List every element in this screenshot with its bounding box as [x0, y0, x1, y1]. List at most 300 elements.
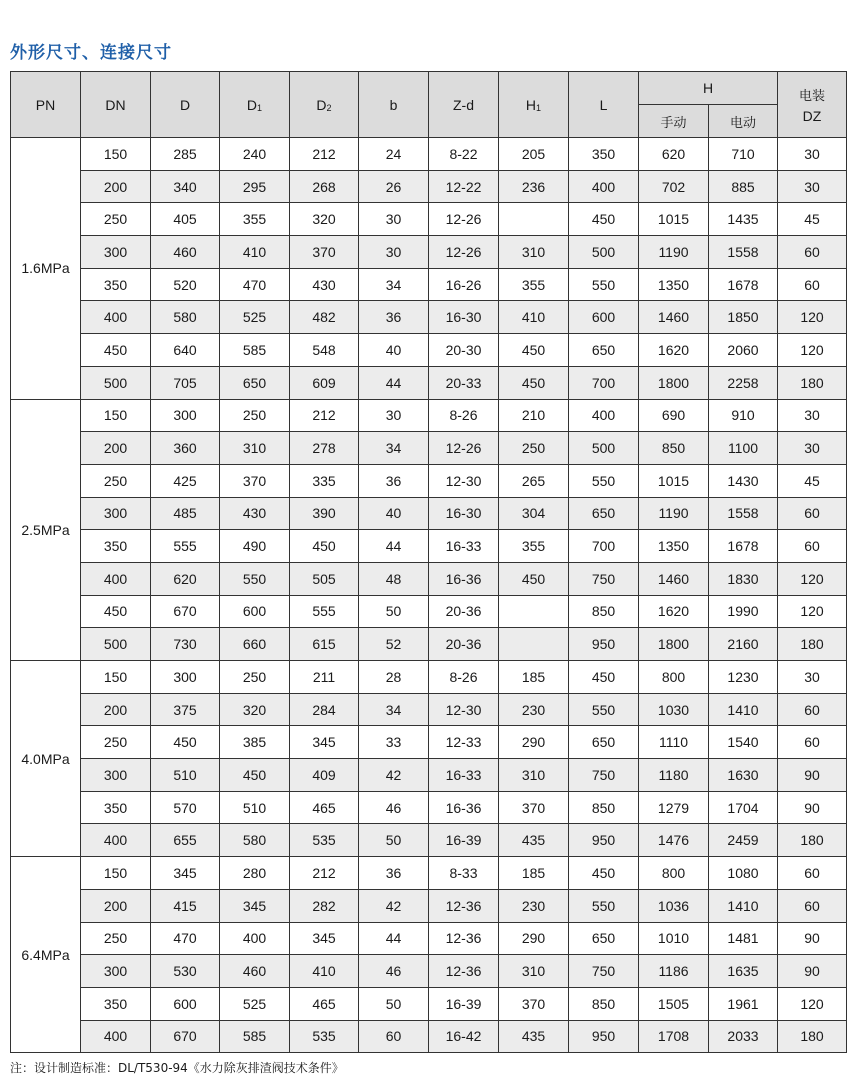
- cell-d: 570: [151, 791, 220, 824]
- cell-dz: 120: [778, 301, 847, 334]
- header-h1-main: H: [525, 96, 537, 113]
- cell-d: 470: [151, 922, 220, 955]
- cell-dz: 180: [778, 366, 847, 399]
- cell-dn: 200: [81, 432, 151, 465]
- cell-l: 650: [569, 497, 639, 530]
- cell-l: 650: [569, 922, 639, 955]
- cell-dz: 30: [778, 399, 847, 432]
- header-d2-main: D: [316, 96, 327, 113]
- cell-d2: 284: [290, 693, 359, 726]
- cell-d1: 250: [220, 661, 290, 694]
- cell-b: 34: [359, 693, 429, 726]
- header-d1: [220, 72, 290, 138]
- cell-l: 650: [569, 334, 639, 367]
- cell-z-d: 20-36: [429, 595, 499, 628]
- cell-h1: 230: [499, 693, 569, 726]
- cell-z-d: 12-22: [429, 170, 499, 203]
- cell-z-d: 12-33: [429, 726, 499, 759]
- cell-b: 50: [359, 987, 429, 1020]
- table-row: [11, 824, 847, 857]
- cell-z-d: 16-39: [429, 987, 499, 1020]
- cell-d2: 268: [290, 170, 359, 203]
- cell-d1: 345: [220, 889, 290, 922]
- cell-h-manual: 1030: [639, 693, 709, 726]
- cell-dz: 45: [778, 203, 847, 236]
- cell-h1: 450: [499, 334, 569, 367]
- cell-dn: 300: [81, 955, 151, 988]
- cell-h-electric: 1410: [709, 693, 778, 726]
- cell-d: 640: [151, 334, 220, 367]
- pn-cell: 4.0MPa: [11, 661, 81, 857]
- cell-h-electric: 1990: [709, 595, 778, 628]
- cell-dn: 400: [81, 301, 151, 334]
- cell-h1: 236: [499, 170, 569, 203]
- cell-dz: 45: [778, 464, 847, 497]
- cell-l: 750: [569, 759, 639, 792]
- table-row: [11, 922, 847, 955]
- cell-h-electric: 1678: [709, 268, 778, 301]
- header-dn: DN: [81, 72, 151, 138]
- cell-b: 48: [359, 562, 429, 595]
- cell-dz: 120: [778, 334, 847, 367]
- cell-h-manual: 1110: [639, 726, 709, 759]
- cell-dn: 350: [81, 268, 151, 301]
- table-row: [11, 889, 847, 922]
- cell-b: 60: [359, 1020, 429, 1053]
- cell-d: 345: [151, 857, 220, 890]
- cell-h-electric: 885: [709, 170, 778, 203]
- pn-cell: 2.5MPa: [11, 399, 81, 661]
- table-row: [11, 562, 847, 595]
- dimension-table: [10, 71, 847, 1053]
- cell-z-d: 16-39: [429, 824, 499, 857]
- cell-d: 580: [151, 301, 220, 334]
- cell-h-electric: 1850: [709, 301, 778, 334]
- cell-h-electric: 1830: [709, 562, 778, 595]
- cell-h-manual: 1036: [639, 889, 709, 922]
- cell-h-manual: 1190: [639, 497, 709, 530]
- cell-h1: [499, 628, 569, 661]
- cell-d2: 535: [290, 1020, 359, 1053]
- cell-d2: 505: [290, 562, 359, 595]
- cell-dz: 180: [778, 1020, 847, 1053]
- cell-d2: 345: [290, 922, 359, 955]
- cell-d2: 278: [290, 432, 359, 465]
- cell-z-d: 8-22: [429, 138, 499, 171]
- cell-d: 620: [151, 562, 220, 595]
- cell-z-d: 16-42: [429, 1020, 499, 1053]
- cell-z-d: 16-36: [429, 791, 499, 824]
- cell-h1: 185: [499, 661, 569, 694]
- cell-d: 340: [151, 170, 220, 203]
- cell-dz: 30: [778, 170, 847, 203]
- cell-d: 530: [151, 955, 220, 988]
- header-h-manual: 手动: [639, 105, 709, 138]
- cell-d2: 548: [290, 334, 359, 367]
- cell-d1: 295: [220, 170, 290, 203]
- cell-h-manual: 1010: [639, 922, 709, 955]
- cell-h1: 230: [499, 889, 569, 922]
- cell-b: 46: [359, 955, 429, 988]
- cell-l: 400: [569, 170, 639, 203]
- cell-d1: 450: [220, 759, 290, 792]
- table-row: [11, 399, 847, 432]
- header-b: b: [359, 72, 429, 138]
- cell-h-manual: 1015: [639, 464, 709, 497]
- cell-d: 510: [151, 759, 220, 792]
- cell-h-manual: 1190: [639, 236, 709, 269]
- cell-b: 33: [359, 726, 429, 759]
- cell-h1: 185: [499, 857, 569, 890]
- standard-note: 注：设计制造标准：DL/T530-94《水力除灰排渣阀技术条件》: [10, 1061, 344, 1075]
- cell-z-d: 12-36: [429, 922, 499, 955]
- cell-dz: 30: [778, 661, 847, 694]
- table-body: [11, 138, 847, 1053]
- cell-dz: 60: [778, 693, 847, 726]
- cell-dn: 500: [81, 628, 151, 661]
- cell-b: 30: [359, 236, 429, 269]
- cell-h-manual: 800: [639, 661, 709, 694]
- cell-b: 50: [359, 824, 429, 857]
- cell-h-electric: 1704: [709, 791, 778, 824]
- cell-d: 285: [151, 138, 220, 171]
- cell-d2: 282: [290, 889, 359, 922]
- cell-b: 42: [359, 759, 429, 792]
- cell-d1: 525: [220, 987, 290, 1020]
- cell-h-manual: 702: [639, 170, 709, 203]
- cell-d1: 385: [220, 726, 290, 759]
- cell-d: 485: [151, 497, 220, 530]
- cell-h-electric: 2033: [709, 1020, 778, 1053]
- cell-dn: 150: [81, 399, 151, 432]
- cell-l: 850: [569, 791, 639, 824]
- cell-d1: 490: [220, 530, 290, 563]
- cell-h-manual: 1800: [639, 628, 709, 661]
- cell-dn: 300: [81, 497, 151, 530]
- cell-h1: 290: [499, 922, 569, 955]
- cell-dn: 150: [81, 661, 151, 694]
- cell-h-electric: 1410: [709, 889, 778, 922]
- cell-dn: 200: [81, 693, 151, 726]
- table-row: [11, 693, 847, 726]
- cell-z-d: 16-30: [429, 301, 499, 334]
- cell-dn: 500: [81, 366, 151, 399]
- cell-b: 52: [359, 628, 429, 661]
- header-d2-sub: 2: [326, 102, 332, 113]
- cell-b: 24: [359, 138, 429, 171]
- cell-dn: 400: [81, 1020, 151, 1053]
- cell-d1: 650: [220, 366, 290, 399]
- cell-b: 28: [359, 661, 429, 694]
- cell-dz: 180: [778, 824, 847, 857]
- pn-cell: 6.4MPa: [11, 857, 81, 1053]
- cell-h-manual: 1350: [639, 268, 709, 301]
- cell-h1: 310: [499, 759, 569, 792]
- cell-l: 550: [569, 693, 639, 726]
- cell-d: 670: [151, 1020, 220, 1053]
- cell-z-d: 12-30: [429, 464, 499, 497]
- cell-d2: 430: [290, 268, 359, 301]
- cell-d2: 212: [290, 399, 359, 432]
- cell-l: 550: [569, 268, 639, 301]
- cell-b: 30: [359, 203, 429, 236]
- cell-d1: 370: [220, 464, 290, 497]
- cell-dn: 350: [81, 530, 151, 563]
- table-row: [11, 595, 847, 628]
- cell-b: 44: [359, 366, 429, 399]
- cell-dn: 200: [81, 170, 151, 203]
- cell-l: 350: [569, 138, 639, 171]
- cell-dn: 200: [81, 889, 151, 922]
- cell-h1: 355: [499, 530, 569, 563]
- cell-d1: 400: [220, 922, 290, 955]
- cell-h-manual: 800: [639, 857, 709, 890]
- cell-d2: 345: [290, 726, 359, 759]
- cell-h1: 370: [499, 987, 569, 1020]
- cell-h-manual: 1460: [639, 301, 709, 334]
- header-h: H: [639, 72, 778, 105]
- cell-d1: 410: [220, 236, 290, 269]
- table-row: [11, 628, 847, 661]
- cell-l: 950: [569, 824, 639, 857]
- cell-h1: 410: [499, 301, 569, 334]
- cell-l: 500: [569, 236, 639, 269]
- header-h1: [499, 72, 569, 138]
- cell-z-d: 8-26: [429, 399, 499, 432]
- cell-h-manual: 1186: [639, 955, 709, 988]
- header-pn: PN: [11, 72, 81, 138]
- cell-d1: 280: [220, 857, 290, 890]
- cell-dz: 90: [778, 922, 847, 955]
- cell-l: 550: [569, 464, 639, 497]
- cell-b: 26: [359, 170, 429, 203]
- header-d: D: [151, 72, 220, 138]
- table-row: [11, 236, 847, 269]
- cell-dz: 60: [778, 497, 847, 530]
- cell-d1: 460: [220, 955, 290, 988]
- cell-z-d: 12-36: [429, 955, 499, 988]
- cell-h-manual: 850: [639, 432, 709, 465]
- cell-h1: [499, 203, 569, 236]
- cell-z-d: 16-30: [429, 497, 499, 530]
- cell-d1: 470: [220, 268, 290, 301]
- cell-h-manual: 1015: [639, 203, 709, 236]
- cell-d2: 211: [290, 661, 359, 694]
- cell-h-manual: 1279: [639, 791, 709, 824]
- header-dz-line2: DZ: [802, 108, 822, 124]
- cell-dn: 400: [81, 562, 151, 595]
- cell-d: 360: [151, 432, 220, 465]
- table-row: [11, 759, 847, 792]
- cell-l: 450: [569, 661, 639, 694]
- table-row: [11, 301, 847, 334]
- cell-h1: 310: [499, 955, 569, 988]
- cell-dz: 90: [778, 759, 847, 792]
- header-dz: [778, 72, 847, 138]
- cell-d1: 250: [220, 399, 290, 432]
- cell-h1: 435: [499, 824, 569, 857]
- cell-h-manual: 1620: [639, 334, 709, 367]
- cell-h1: 265: [499, 464, 569, 497]
- cell-l: 850: [569, 987, 639, 1020]
- cell-dz: 120: [778, 562, 847, 595]
- cell-h-electric: 1540: [709, 726, 778, 759]
- cell-dz: 180: [778, 628, 847, 661]
- cell-z-d: 8-26: [429, 661, 499, 694]
- cell-h-electric: 2160: [709, 628, 778, 661]
- cell-dz: 120: [778, 595, 847, 628]
- cell-d1: 320: [220, 693, 290, 726]
- cell-h-manual: 690: [639, 399, 709, 432]
- cell-z-d: 8-33: [429, 857, 499, 890]
- cell-d1: 600: [220, 595, 290, 628]
- cell-l: 750: [569, 562, 639, 595]
- cell-h1: 205: [499, 138, 569, 171]
- cell-d: 655: [151, 824, 220, 857]
- header-d2: [290, 72, 359, 138]
- table-row: [11, 955, 847, 988]
- table-row: [11, 170, 847, 203]
- cell-z-d: 16-26: [429, 268, 499, 301]
- cell-h-manual: 1800: [639, 366, 709, 399]
- cell-d: 450: [151, 726, 220, 759]
- cell-d2: 390: [290, 497, 359, 530]
- cell-d2: 535: [290, 824, 359, 857]
- cell-z-d: 12-26: [429, 203, 499, 236]
- table-row: [11, 1020, 847, 1053]
- cell-z-d: 16-33: [429, 759, 499, 792]
- cell-d2: 212: [290, 138, 359, 171]
- table-row: [11, 203, 847, 236]
- cell-z-d: 12-26: [429, 236, 499, 269]
- cell-z-d: 20-36: [429, 628, 499, 661]
- cell-z-d: 20-30: [429, 334, 499, 367]
- cell-h-manual: 620: [639, 138, 709, 171]
- cell-h1: 355: [499, 268, 569, 301]
- cell-d2: 615: [290, 628, 359, 661]
- cell-h-electric: 910: [709, 399, 778, 432]
- cell-h1: 304: [499, 497, 569, 530]
- header-h1-sub: 1: [536, 102, 542, 113]
- cell-h-electric: 1635: [709, 955, 778, 988]
- cell-h-electric: 1961: [709, 987, 778, 1020]
- cell-h-electric: 710: [709, 138, 778, 171]
- cell-b: 34: [359, 432, 429, 465]
- cell-d: 705: [151, 366, 220, 399]
- cell-h-electric: 1678: [709, 530, 778, 563]
- cell-d2: 409: [290, 759, 359, 792]
- cell-l: 850: [569, 595, 639, 628]
- cell-d1: 660: [220, 628, 290, 661]
- cell-h1: 290: [499, 726, 569, 759]
- cell-d: 300: [151, 399, 220, 432]
- cell-d: 375: [151, 693, 220, 726]
- table-row: [11, 857, 847, 890]
- cell-h-manual: 1180: [639, 759, 709, 792]
- cell-d1: 355: [220, 203, 290, 236]
- cell-h-manual: 1708: [639, 1020, 709, 1053]
- cell-dz: 30: [778, 432, 847, 465]
- cell-dz: 30: [778, 138, 847, 171]
- table-row: [11, 432, 847, 465]
- cell-b: 30: [359, 399, 429, 432]
- cell-l: 650: [569, 726, 639, 759]
- cell-b: 44: [359, 922, 429, 955]
- cell-h-electric: 1558: [709, 497, 778, 530]
- header-z-d: Z-d: [429, 72, 499, 138]
- cell-h-electric: 1435: [709, 203, 778, 236]
- table-row: [11, 530, 847, 563]
- cell-dz: 60: [778, 268, 847, 301]
- cell-dz: 90: [778, 791, 847, 824]
- cell-b: 50: [359, 595, 429, 628]
- table-row: [11, 497, 847, 530]
- cell-d2: 609: [290, 366, 359, 399]
- cell-d: 520: [151, 268, 220, 301]
- cell-l: 750: [569, 955, 639, 988]
- cell-l: 450: [569, 857, 639, 890]
- header-dz-line1: 电装: [798, 89, 825, 104]
- cell-d2: 465: [290, 791, 359, 824]
- cell-d: 405: [151, 203, 220, 236]
- cell-b: 36: [359, 301, 429, 334]
- cell-h1: 370: [499, 791, 569, 824]
- cell-d1: 525: [220, 301, 290, 334]
- cell-dn: 150: [81, 857, 151, 890]
- cell-d1: 550: [220, 562, 290, 595]
- cell-dn: 250: [81, 726, 151, 759]
- header-d1-sub: 1: [257, 102, 263, 113]
- cell-h1: 450: [499, 562, 569, 595]
- cell-l: 950: [569, 628, 639, 661]
- cell-l: 500: [569, 432, 639, 465]
- table-row: [11, 268, 847, 301]
- cell-d2: 212: [290, 857, 359, 890]
- cell-d1: 585: [220, 1020, 290, 1053]
- cell-d2: 465: [290, 987, 359, 1020]
- table-row: [11, 464, 847, 497]
- cell-d2: 450: [290, 530, 359, 563]
- cell-h-electric: 1630: [709, 759, 778, 792]
- cell-h1: 210: [499, 399, 569, 432]
- table-row: [11, 661, 847, 694]
- cell-h-electric: 1100: [709, 432, 778, 465]
- cell-dn: 350: [81, 791, 151, 824]
- cell-d1: 580: [220, 824, 290, 857]
- header-l: L: [569, 72, 639, 138]
- cell-z-d: 16-36: [429, 562, 499, 595]
- cell-dz: 120: [778, 987, 847, 1020]
- cell-dn: 250: [81, 464, 151, 497]
- cell-b: 40: [359, 497, 429, 530]
- cell-b: 42: [359, 889, 429, 922]
- cell-z-d: 16-33: [429, 530, 499, 563]
- cell-h-manual: 1476: [639, 824, 709, 857]
- cell-d: 600: [151, 987, 220, 1020]
- cell-dn: 300: [81, 236, 151, 269]
- cell-d2: 410: [290, 955, 359, 988]
- cell-d: 300: [151, 661, 220, 694]
- cell-d1: 240: [220, 138, 290, 171]
- cell-b: 44: [359, 530, 429, 563]
- cell-h1: 250: [499, 432, 569, 465]
- cell-h-electric: 1080: [709, 857, 778, 890]
- cell-l: 950: [569, 1020, 639, 1053]
- header-h-electric: 电动: [709, 105, 778, 138]
- cell-h-electric: 1430: [709, 464, 778, 497]
- cell-l: 400: [569, 399, 639, 432]
- cell-h1: 310: [499, 236, 569, 269]
